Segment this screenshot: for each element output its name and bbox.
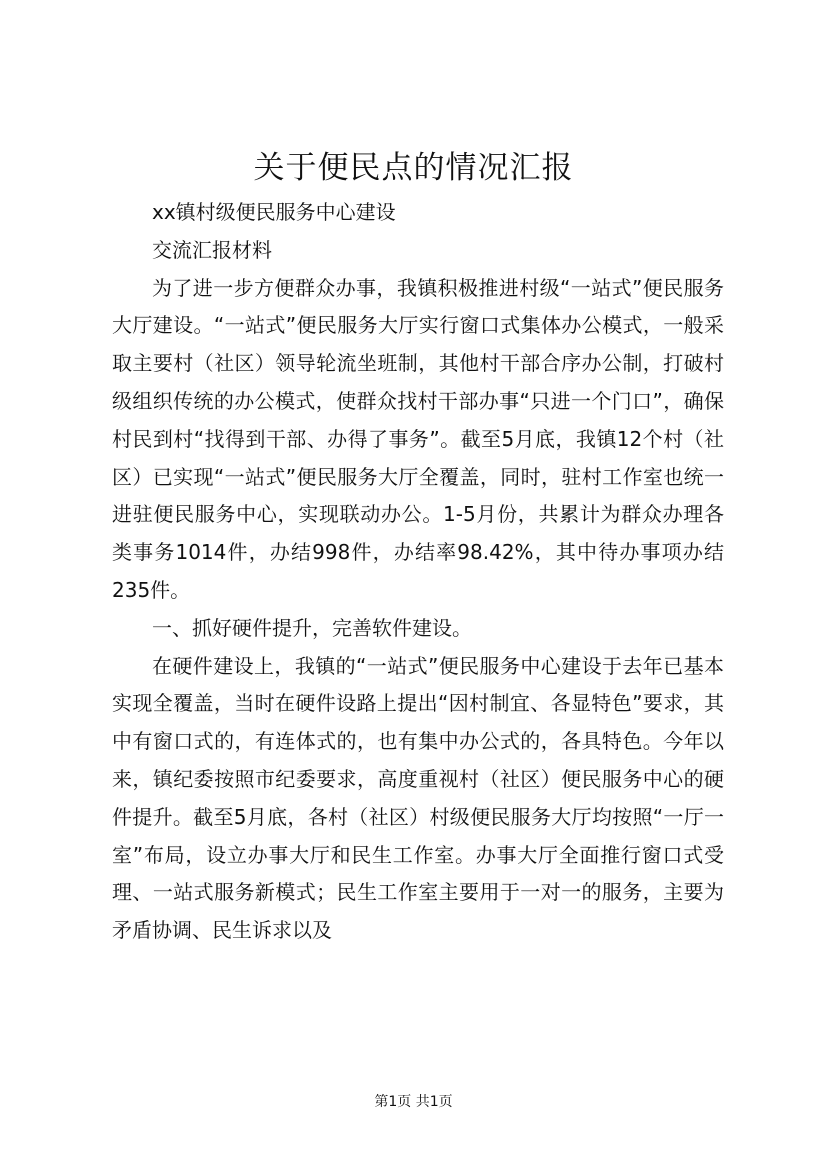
paragraph-subtitle-1: xx镇村级便民服务中心建设 bbox=[152, 200, 396, 224]
document-body bbox=[112, 194, 724, 950]
paragraph-subtitle-2: 交流汇报材料 bbox=[152, 237, 272, 262]
document-title: 关于便民点的情况汇报 bbox=[253, 150, 574, 186]
paragraph-heading-1: 一、抓好硬件提升，完善软件建设。 bbox=[152, 615, 472, 640]
paragraph-hardware: 在硬件建设上，我镇的“一站式”便民服务中心建设于去年已基本实现全覆盖，当时在硬件设路上提出“因村制宜、各显特色”要求，其中有窗口式的，有连体式的，也有集中办公式的，各具特色。今年以来，镇纪委按照市纪委要求，高度重视村（社区）便民服务中心的硬件提升。截至5月底，各村（社区）村级便民服务大厅均按照“一厅一室”布局，设立办事大厅和民生工作室。办事大厅全面推行窗口式受理、一站式服务新模式；民生工作室主要用于一对一的服务，主要为矛盾协调、民生诉求以及 bbox=[112, 653, 724, 943]
page-footer: 第1页 共1页 bbox=[374, 1094, 453, 1110]
paragraph-intro: 为了进一步方便群众办事，我镇积极推进村级“一站式”便民服务大厅建设。“一站式”便民服务大厅实行窗口式集体办公模式，一般采取主要村（社区）领导轮流坐班制，其他村干部合序办公制，打破村级组织传统的办公模式，使群众找村干部办事“只进一个门口”，确保村民到村“找得到干部、办得了事务”。截至5月底，我镇12个村（社区）已实现“一站式”便民服务大厅全覆盖，同时，驻村工作室也统一进驻便民服务中心，实现联动办公。1-5月份，共累计为群众办理各类事务1014件，办结998件，办结率98.42%，其中待办事项办结235件。 bbox=[112, 275, 724, 602]
